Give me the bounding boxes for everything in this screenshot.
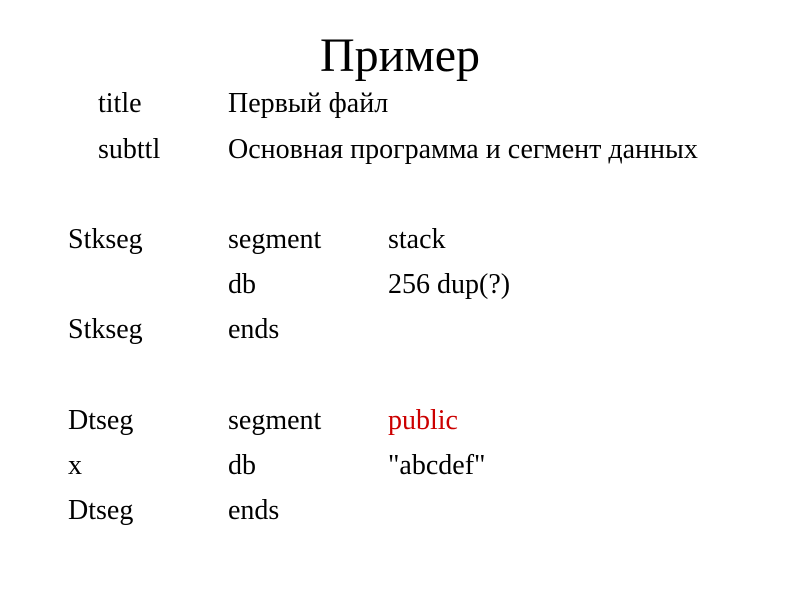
code-label: Dtseg	[68, 405, 134, 436]
code-op: ends	[228, 495, 280, 526]
code-line	[0, 403, 800, 439]
code-label: x	[68, 450, 82, 481]
code-line	[0, 448, 800, 484]
directive-keyword: title	[98, 88, 142, 119]
directive-keyword: subttl	[98, 134, 161, 165]
code-line	[0, 222, 800, 258]
code-label: Stkseg	[68, 224, 143, 255]
code-operand: "abcdef"	[388, 450, 486, 481]
code-label: Stkseg	[68, 314, 143, 345]
code-line	[0, 493, 800, 529]
code-op: segment	[228, 405, 322, 436]
code-label: Dtseg	[68, 495, 134, 526]
title-directive-line	[0, 86, 800, 122]
code-operand: stack	[388, 224, 446, 255]
code-line	[0, 312, 800, 348]
subttl-directive-line	[0, 132, 800, 168]
directive-text: Основная программа и сегмент данных	[228, 134, 698, 165]
code-op: segment	[228, 224, 322, 255]
code-operand: 256 dup(?)	[388, 269, 511, 300]
directive-text: Первый файл	[228, 88, 389, 119]
code-op: db	[228, 450, 256, 481]
code-line	[0, 267, 800, 303]
slide-title: Пример	[319, 29, 481, 82]
code-op: ends	[228, 314, 280, 345]
code-op: db	[228, 269, 256, 300]
highlighted-operand: public	[388, 405, 458, 436]
